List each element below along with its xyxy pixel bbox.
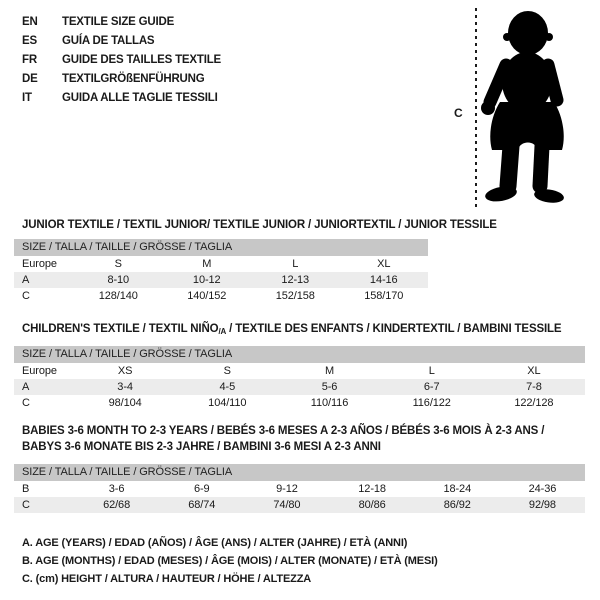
size-cell: 14-16: [369, 274, 398, 286]
size-cell: L: [292, 258, 299, 270]
legend-note-c: C. (cm) HEIGHT / ALTURA / HAUTEUR / HÖHE / ALTEZZA: [22, 573, 312, 585]
size-cell: 9-12: [276, 483, 298, 495]
table-row-age: [14, 379, 585, 395]
language-title: TEXTILE SIZE GUIDE: [62, 15, 175, 28]
row-label: B: [22, 483, 30, 495]
size-cell: 122/128: [514, 397, 554, 409]
row-label: C: [22, 397, 30, 409]
size-cell: 10-12: [192, 274, 221, 286]
size-cell: 6-7: [423, 381, 440, 393]
size-header-bar: SIZE / TALLA / TAILLE / GRÖSSE / TAGLIA: [14, 464, 585, 481]
size-cell: 12-13: [281, 274, 310, 286]
size-cell: 110/116: [310, 397, 349, 409]
size-cell: 62/68: [103, 499, 131, 511]
size-cell: 5-6: [321, 381, 338, 393]
row-label: A: [22, 274, 30, 286]
height-measure-label: C: [454, 106, 463, 120]
size-cell: 3-4: [117, 381, 133, 393]
language-row: [22, 50, 221, 69]
table-row-age: [14, 272, 428, 288]
language-row: [22, 31, 221, 50]
size-cell: 68/74: [188, 499, 216, 511]
row-label: C: [22, 290, 30, 302]
size-cell: XL: [527, 365, 541, 377]
table-row-height: [14, 288, 428, 304]
section-title-junior: JUNIOR TEXTILE / TEXTIL JUNIOR/ TEXTILE JUNIOR / JUNIORTEXTIL / JUNIOR TESSILE: [22, 219, 497, 231]
size-cell: S: [114, 258, 122, 270]
size-cell: 140/152: [187, 290, 227, 302]
size-cell: XS: [117, 365, 133, 377]
language-list: [22, 12, 221, 107]
row-label: Europe: [22, 365, 57, 377]
size-cell: M: [202, 258, 212, 270]
size-cell: 104/110: [208, 397, 247, 409]
size-cell: 18-24: [443, 483, 472, 495]
title-text: / TEXTILE DES ENFANTS / KINDERTEXTIL / BAMBINI TESSILE: [226, 323, 562, 335]
size-cell: M: [324, 365, 335, 377]
language-row: [22, 88, 221, 107]
language-code: EN: [22, 15, 38, 28]
row-label: C: [22, 499, 30, 511]
language-row: [22, 69, 221, 88]
title-line-1: BABIES 3-6 MONTH TO 2-3 YEARS / BEBÉS 3-6 MESES A 2-3 AÑOS / BÉBÉS 3-6 MOIS À 2-3 ANS /: [22, 425, 545, 437]
junior-size-table: [14, 239, 428, 304]
size-cell: 4-5: [219, 381, 236, 393]
babies-size-table: [14, 464, 585, 513]
row-label: Europe: [22, 258, 57, 270]
table-row-europe: [14, 256, 428, 272]
size-cell: 98/104: [108, 397, 142, 409]
title-text: CHILDREN'S TEXTILE / TEXTIL NIÑO: [22, 323, 219, 335]
size-cell: 3-6: [108, 483, 125, 495]
language-code: ES: [22, 34, 37, 47]
size-cell: 8-10: [107, 274, 130, 286]
size-header-bar: SIZE / TALLA / TAILLE / GRÖSSE / TAGLIA: [14, 239, 428, 256]
language-title: GUÍA DE TALLAS: [62, 34, 155, 47]
size-cell: 158/170: [364, 290, 404, 302]
size-header-bar: SIZE / TALLA / TAILLE / GRÖSSE / TAGLIA: [14, 346, 585, 363]
size-cell: 6-9: [193, 483, 210, 495]
language-code: IT: [22, 91, 32, 104]
size-cell: S: [223, 365, 231, 377]
row-label: A: [22, 381, 30, 393]
table-row-height: [14, 497, 585, 513]
language-row: [22, 12, 221, 31]
size-cell: 24-36: [528, 483, 557, 495]
language-code: DE: [22, 72, 38, 85]
size-cell: L: [428, 365, 435, 377]
language-title: TEXTILGRÖßENFÜHRUNG: [62, 72, 205, 85]
table-row-height: [14, 395, 585, 411]
size-cell: 152/158: [275, 290, 315, 302]
size-cell: 80/86: [358, 499, 386, 511]
size-cell: 116/122: [412, 397, 451, 409]
toddler-silhouette-image: [478, 10, 574, 208]
title-subscript: /A: [218, 327, 227, 336]
language-title: GUIDE DES TAILLES TEXTILE: [62, 53, 221, 66]
size-cell: 74/80: [273, 499, 301, 511]
table-row-age-months: [14, 481, 585, 497]
language-title: GUIDA ALLE TAGLIE TESSILI: [62, 91, 218, 104]
children-size-table: [14, 346, 585, 411]
size-cell: 12-18: [358, 483, 386, 495]
size-cell: 92/98: [528, 499, 556, 511]
legend-notes: [22, 534, 438, 588]
size-cell: 7-8: [526, 381, 542, 393]
language-code: FR: [22, 53, 37, 66]
height-measure-dotted-line: [475, 8, 477, 210]
size-cell: 86/92: [443, 499, 471, 511]
title-line-2: BABYS 3-6 MONATE BIS 2-3 JAHRE / BAMBINI 3-6 MESI A 2-3 ANNI: [22, 441, 381, 453]
section-title-babies: [22, 423, 544, 455]
legend-note-a: A. AGE (YEARS) / EDAD (AÑOS) / ÂGE (ANS) / ALTER (JAHRE) / ETÀ (ANNI): [22, 537, 408, 549]
size-cell: XL: [377, 258, 391, 270]
size-cell: 128/140: [98, 290, 138, 302]
section-title-children: [22, 321, 561, 340]
legend-note-b: B. AGE (MONTHS) / EDAD (MESES) / ÂGE (MOIS) / ALTER (MONATE) / ETÀ (MESI): [22, 555, 438, 567]
table-row-europe: [14, 363, 585, 379]
